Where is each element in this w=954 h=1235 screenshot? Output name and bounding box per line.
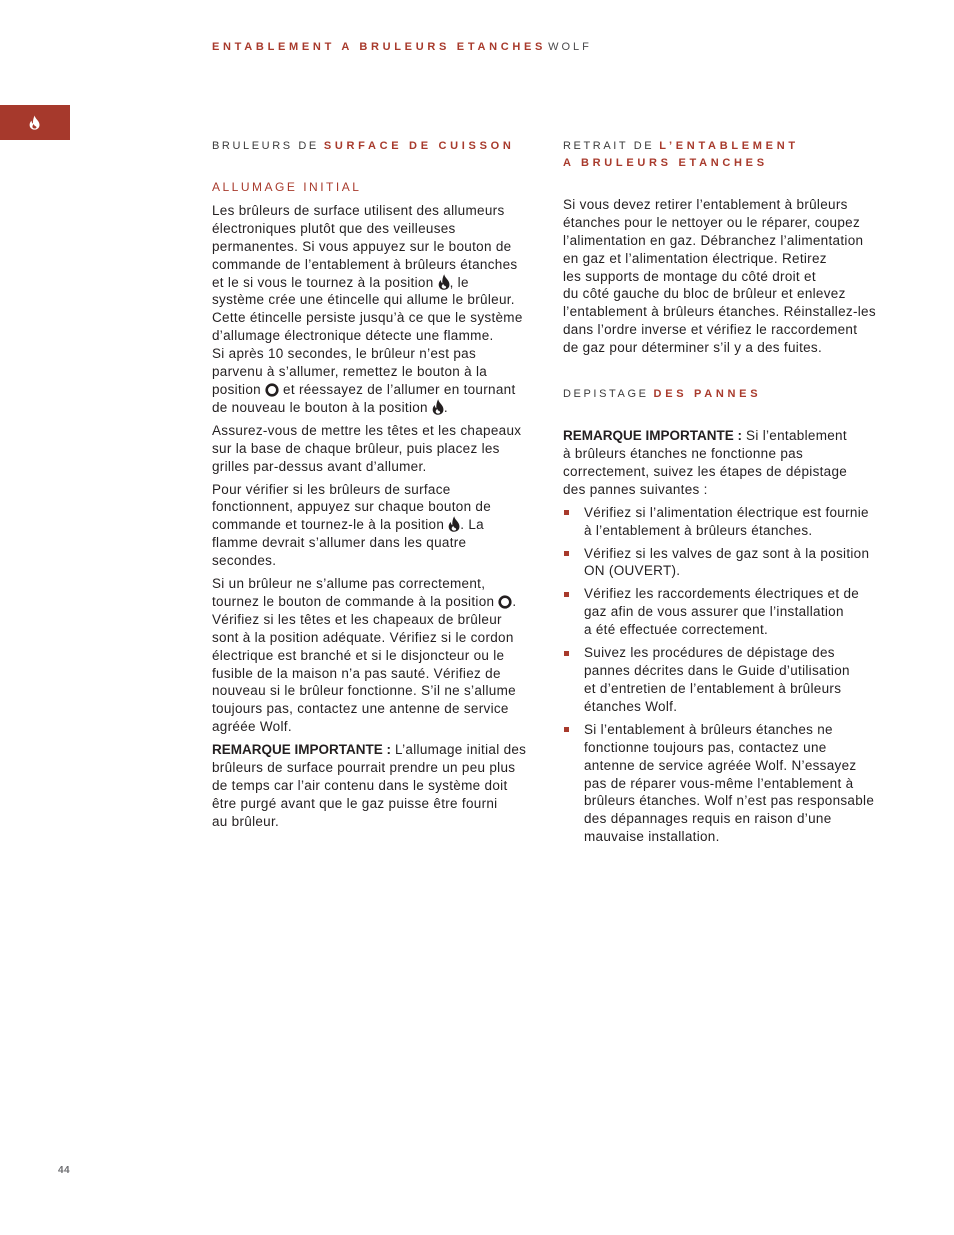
line-text: Si l’entablement — [742, 428, 847, 443]
flame-icon — [438, 274, 450, 290]
text-line — [563, 427, 893, 445]
text-line: Si l’entablement à brûleurs étanches ne — [584, 721, 833, 737]
section-heading-highlight: DES PANNES — [653, 387, 762, 400]
text-line: pannes décrites dans le Guide d’utilisation — [584, 663, 850, 679]
right-column — [563, 0, 893, 1235]
section-tab — [0, 105, 70, 140]
list-item — [563, 644, 893, 716]
text-line: dans l’ordre inverse et vérifiez le raccordement — [563, 322, 858, 338]
text-line: Pour vérifier si les brûleurs de surface — [212, 481, 451, 497]
bullet-marker — [564, 592, 569, 597]
paragraph — [212, 575, 534, 736]
text-line: Si après 10 secondes, le brûleur n’est pas — [212, 346, 476, 362]
text-line: fusible de la maison n’a pas sauté. Vérifiez de — [212, 665, 501, 681]
section-heading-prefix: BRULEURS DE — [212, 139, 319, 152]
text-line: mauvaise installation. — [584, 829, 720, 845]
off-circle-icon — [498, 595, 512, 609]
text-line: de gaz pour déterminer s’il y a des fuites. — [563, 340, 823, 356]
text-line — [212, 516, 534, 534]
line-text: L’allumage initial des — [391, 742, 527, 758]
text-line: en gaz et l’alimentation électrique. Retirez — [563, 250, 827, 266]
flame-icon — [432, 399, 444, 415]
important-note-label: REMARQUE IMPORTANTE : — [563, 428, 742, 443]
line-text: . — [443, 399, 448, 415]
bullet-marker — [564, 551, 569, 556]
text-line: à l’entablement à brûleurs étanches. — [584, 522, 813, 538]
text-line: correctement, suivez les étapes de dépistage — [563, 463, 848, 479]
text-line: électrique est branché et si le disjoncteur ou le — [212, 647, 505, 663]
text-line: à brûleurs étanches ne fonctionne pas — [563, 445, 804, 461]
section-heading-line — [563, 138, 799, 155]
text-line — [212, 274, 534, 292]
paragraph — [563, 427, 893, 499]
line-text: . — [512, 593, 517, 609]
text-line: des pannes suivantes : — [563, 481, 708, 497]
line-text: , le — [449, 274, 469, 290]
text-line: d’allumage électronique détecte une flamme. — [212, 328, 494, 344]
section-heading-removal — [563, 138, 799, 172]
text-line: sont à la position adéquate. Vérifiez si le cordon — [212, 629, 514, 645]
list-item — [563, 721, 893, 846]
text-line: Suivez les procédures de dépistage des — [584, 645, 835, 661]
text-line: gaz afin de vous assurer que l’installation — [584, 604, 844, 620]
text-line: permanentes. Si vous appuyez sur le bouton de — [212, 238, 512, 254]
paragraph — [212, 202, 534, 417]
text-line: au brûleur. — [212, 813, 280, 829]
text-line: l’alimentation en gaz. Débranchez l’alimentation — [563, 232, 864, 248]
text-line: nouveau si le brûleur fonctionne. S’il ne s’allume — [212, 683, 516, 699]
text-line: être purgé avant que le gaz puisse être fourni — [212, 795, 498, 811]
text-line — [212, 741, 534, 759]
section-heading-prefix: RETRAIT DE — [563, 139, 655, 152]
text-line: commande de l’entablement à brûleurs étanches — [212, 256, 518, 272]
text-line: Vérifiez si les têtes et les chapeaux de brûleur — [212, 611, 502, 627]
text-line: de temps car l’air contenu dans le système doit — [212, 777, 508, 793]
text-line: Vérifiez les raccordements électriques et de — [584, 586, 860, 602]
text-line: antenne de service agréée Wolf. N’essayez — [584, 757, 857, 773]
text-line: Assurez-vous de mettre les têtes et les chapeaux — [212, 422, 522, 438]
flame-icon — [29, 115, 40, 130]
important-note-label: REMARQUE IMPORTANTE : — [212, 742, 391, 758]
text-line: Vérifiez si les valves de gaz sont à la position — [584, 545, 870, 561]
left-column — [212, 0, 534, 1235]
paragraph — [212, 422, 534, 476]
removal-body-text — [563, 196, 893, 362]
paragraph — [212, 741, 534, 830]
text-line: parvenu à s’allumer, remettez le bouton à la — [212, 364, 488, 380]
text-line: toujours pas, contactez une antenne de service — [212, 701, 509, 717]
line-text: position — [212, 381, 265, 397]
bullet-marker — [564, 727, 569, 732]
text-line: sur la base de chaque brûleur, puis placez les — [212, 440, 500, 456]
page-number: 44 — [58, 1165, 71, 1176]
text-line: agréée Wolf. — [212, 719, 292, 735]
off-circle-icon — [265, 383, 279, 397]
section-heading-surface-burners — [212, 138, 515, 155]
text-line: brûleurs étanches. Wolf n’est pas responsable — [584, 793, 875, 809]
section-heading-line — [563, 155, 799, 172]
text-line: a été effectuée correctement. — [584, 622, 769, 638]
text-line: Les brûleurs de surface utilisent des allumeurs — [212, 203, 505, 218]
section-heading-prefix: DEPISTAGE — [563, 387, 649, 400]
paragraph — [563, 196, 893, 357]
paragraph — [212, 481, 534, 570]
text-line — [212, 381, 534, 399]
text-line: électroniques plutôt que des veilleuses — [212, 220, 456, 236]
text-line: des dépannages requis en raison d’une — [584, 811, 832, 827]
text-line — [212, 399, 534, 417]
text-line: système crée une étincelle qui allume le brûleur. — [212, 292, 515, 308]
text-line — [212, 593, 534, 611]
text-line: Si un brûleur ne s’allume pas correctement, — [212, 576, 486, 592]
bullet-marker — [564, 651, 569, 656]
line-text: de nouveau le bouton à la position — [212, 399, 432, 415]
section-heading-highlight: A BRULEURS ETANCHES — [563, 156, 768, 169]
text-line: ON (OUVERT). — [584, 563, 681, 579]
line-text: tournez le bouton de commande à la position — [212, 593, 499, 609]
text-line: fonctionnent, appuyez sur chaque bouton de — [212, 499, 492, 515]
section-heading-highlight: SURFACE DE CUISSON — [323, 139, 515, 152]
bullet-marker — [564, 510, 569, 515]
list-item — [563, 504, 893, 540]
line-text: et réessayez de l’allumer en tournant — [278, 381, 516, 397]
text-line: grilles par-dessus avant d’allumer. — [212, 458, 427, 474]
text-line: les supports de montage du côté droit et — [563, 268, 816, 284]
text-line: Cette étincelle persiste jusqu’à ce que le système — [212, 310, 523, 326]
text-line: fonctionne toujours pas, contactez une — [584, 739, 827, 755]
text-line: et d’entretien de l’entablement à brûleurs — [584, 680, 842, 696]
troubleshooting-steps-list — [563, 504, 893, 846]
section-heading-highlight: L’ENTABLEMENT — [659, 139, 799, 152]
text-line: pas de réparer vous-même l’entablement à — [584, 775, 854, 791]
text-line: flamme devrait s’allumer dans les quatre — [212, 535, 467, 551]
list-item — [563, 585, 893, 639]
text-line: secondes. — [212, 553, 277, 569]
left-body-text — [212, 202, 534, 836]
text-line: du côté gauche du bloc de brûleur et enlevez — [563, 286, 846, 302]
line-text: commande et tournez-le à la position — [212, 517, 449, 533]
line-text: . La — [460, 517, 484, 533]
text-line: étanches pour le nettoyer ou le réparer, coupez — [563, 214, 861, 230]
running-header-section: ENTABLEMENT A BRULEURS ETANCHES — [212, 41, 547, 53]
text-line: l’entablement à brûleurs étanches. Réinstallez-les — [563, 304, 876, 320]
text-line: étanches Wolf. — [584, 698, 678, 714]
troubleshooting-body-text — [563, 427, 893, 851]
text-line: Si vous devez retirer l’entablement à brûleurs — [563, 197, 848, 212]
line-text: et le si vous le tournez à la position — [212, 274, 438, 290]
list-item — [563, 545, 893, 581]
section-heading-troubleshooting — [563, 386, 761, 403]
text-line: brûleurs de surface pourrait prendre un peu plus — [212, 760, 516, 776]
running-header-brand: WOLF — [548, 41, 592, 53]
flame-icon — [448, 516, 460, 532]
troubleshooting-note — [563, 427, 893, 499]
subheading-initial-ignition: ALLUMAGE INITIAL — [212, 179, 362, 194]
text-line: Vérifiez si l’alimentation électrique est fournie — [584, 504, 869, 520]
